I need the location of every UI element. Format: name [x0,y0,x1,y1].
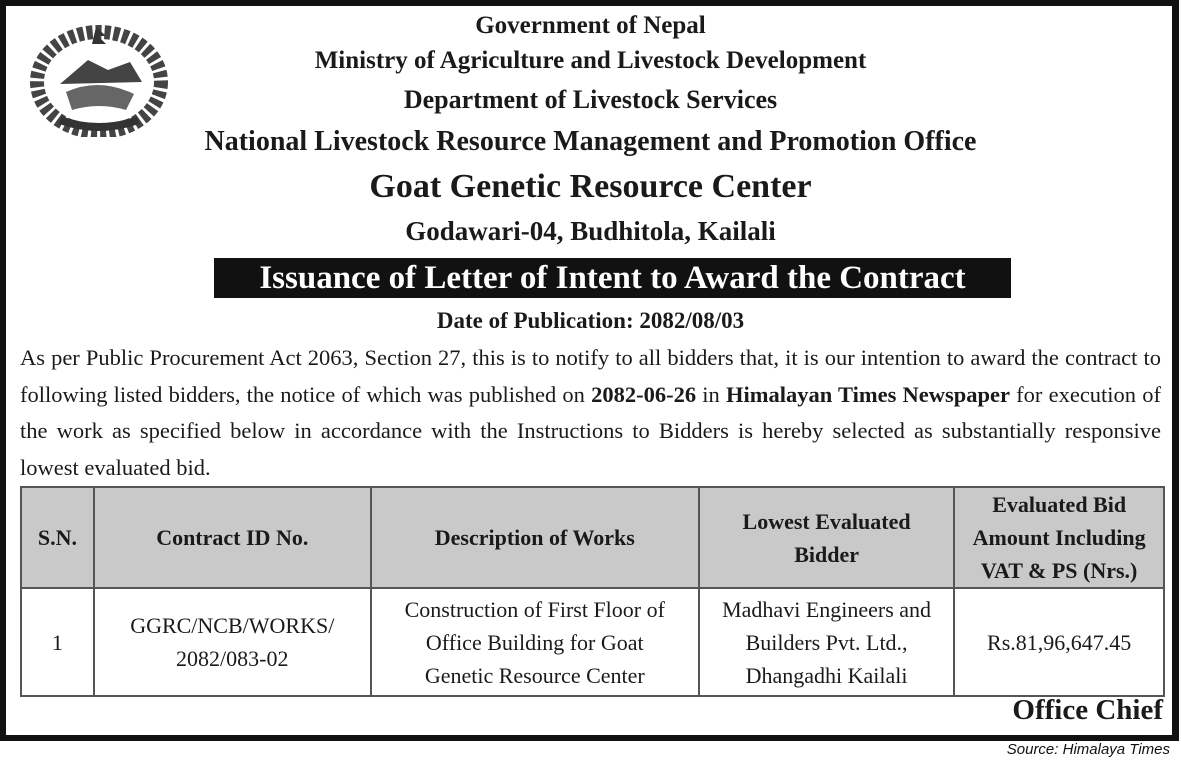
government-heading: Government of Nepal [475,12,706,39]
table-row [21,588,1164,696]
header-description: Description of Works [371,487,699,588]
header-contract-id: Contract ID No. [94,487,371,588]
cell-amount: Rs.81,96,647.45 [954,588,1164,696]
center-heading: Goat Genetic Resource Center [369,168,812,205]
cell-sn: 1 [21,588,94,696]
cell-description: Construction of First Floor of Office Building for Goat Genetic Resource Center [371,588,699,696]
header-sn: S.N. [21,487,94,588]
department-heading: Department of Livestock Services [403,85,778,114]
header-bidder: Lowest Evaluated Bidder [699,487,954,588]
signatory: Office Chief [1012,694,1163,726]
source-credit: Source: Himalaya Times [1006,741,1170,758]
published-date: 2082-06-26 [591,381,697,407]
body-text: As per Public Procurement Act 2063, Section 27, this is to notify to all bidders that, it is our intention to award the contract to following listed bidders, the notice of which was published on [20,345,1161,407]
notice-title: Issuance of Letter of Intent to Award the Contract [214,258,1011,298]
body-text: for execution of the work as specified below in accordance with the Instructions to Bidders is hereby selected as substantially responsive lowest evaluated bid. [20,381,1161,480]
notice-body [20,340,1161,486]
office-heading: National Livestock Resource Management and Promotion Office [204,126,977,157]
ministry-heading: Ministry of Agriculture and Livestock Development [314,47,867,74]
cell-contract-id: GGRC/NCB/WORKS/ 2082/083-02 [94,588,371,696]
body-text: in [696,381,726,407]
cell-bidder: Madhavi Engineers and Builders Pvt. Ltd., Dhangadhi Kailali [699,588,954,696]
newspaper-name: Himalayan Times Newspaper [725,381,1010,407]
award-table [20,486,1165,697]
address-heading: Godawari-04, Budhitola, Kailali [405,216,776,246]
table-header-row [21,487,1164,588]
header-amount: Evaluated Bid Amount Including VAT & PS (Nrs.) [954,487,1164,588]
publication-date: Date of Publication: 2082/08/03 [436,308,745,333]
